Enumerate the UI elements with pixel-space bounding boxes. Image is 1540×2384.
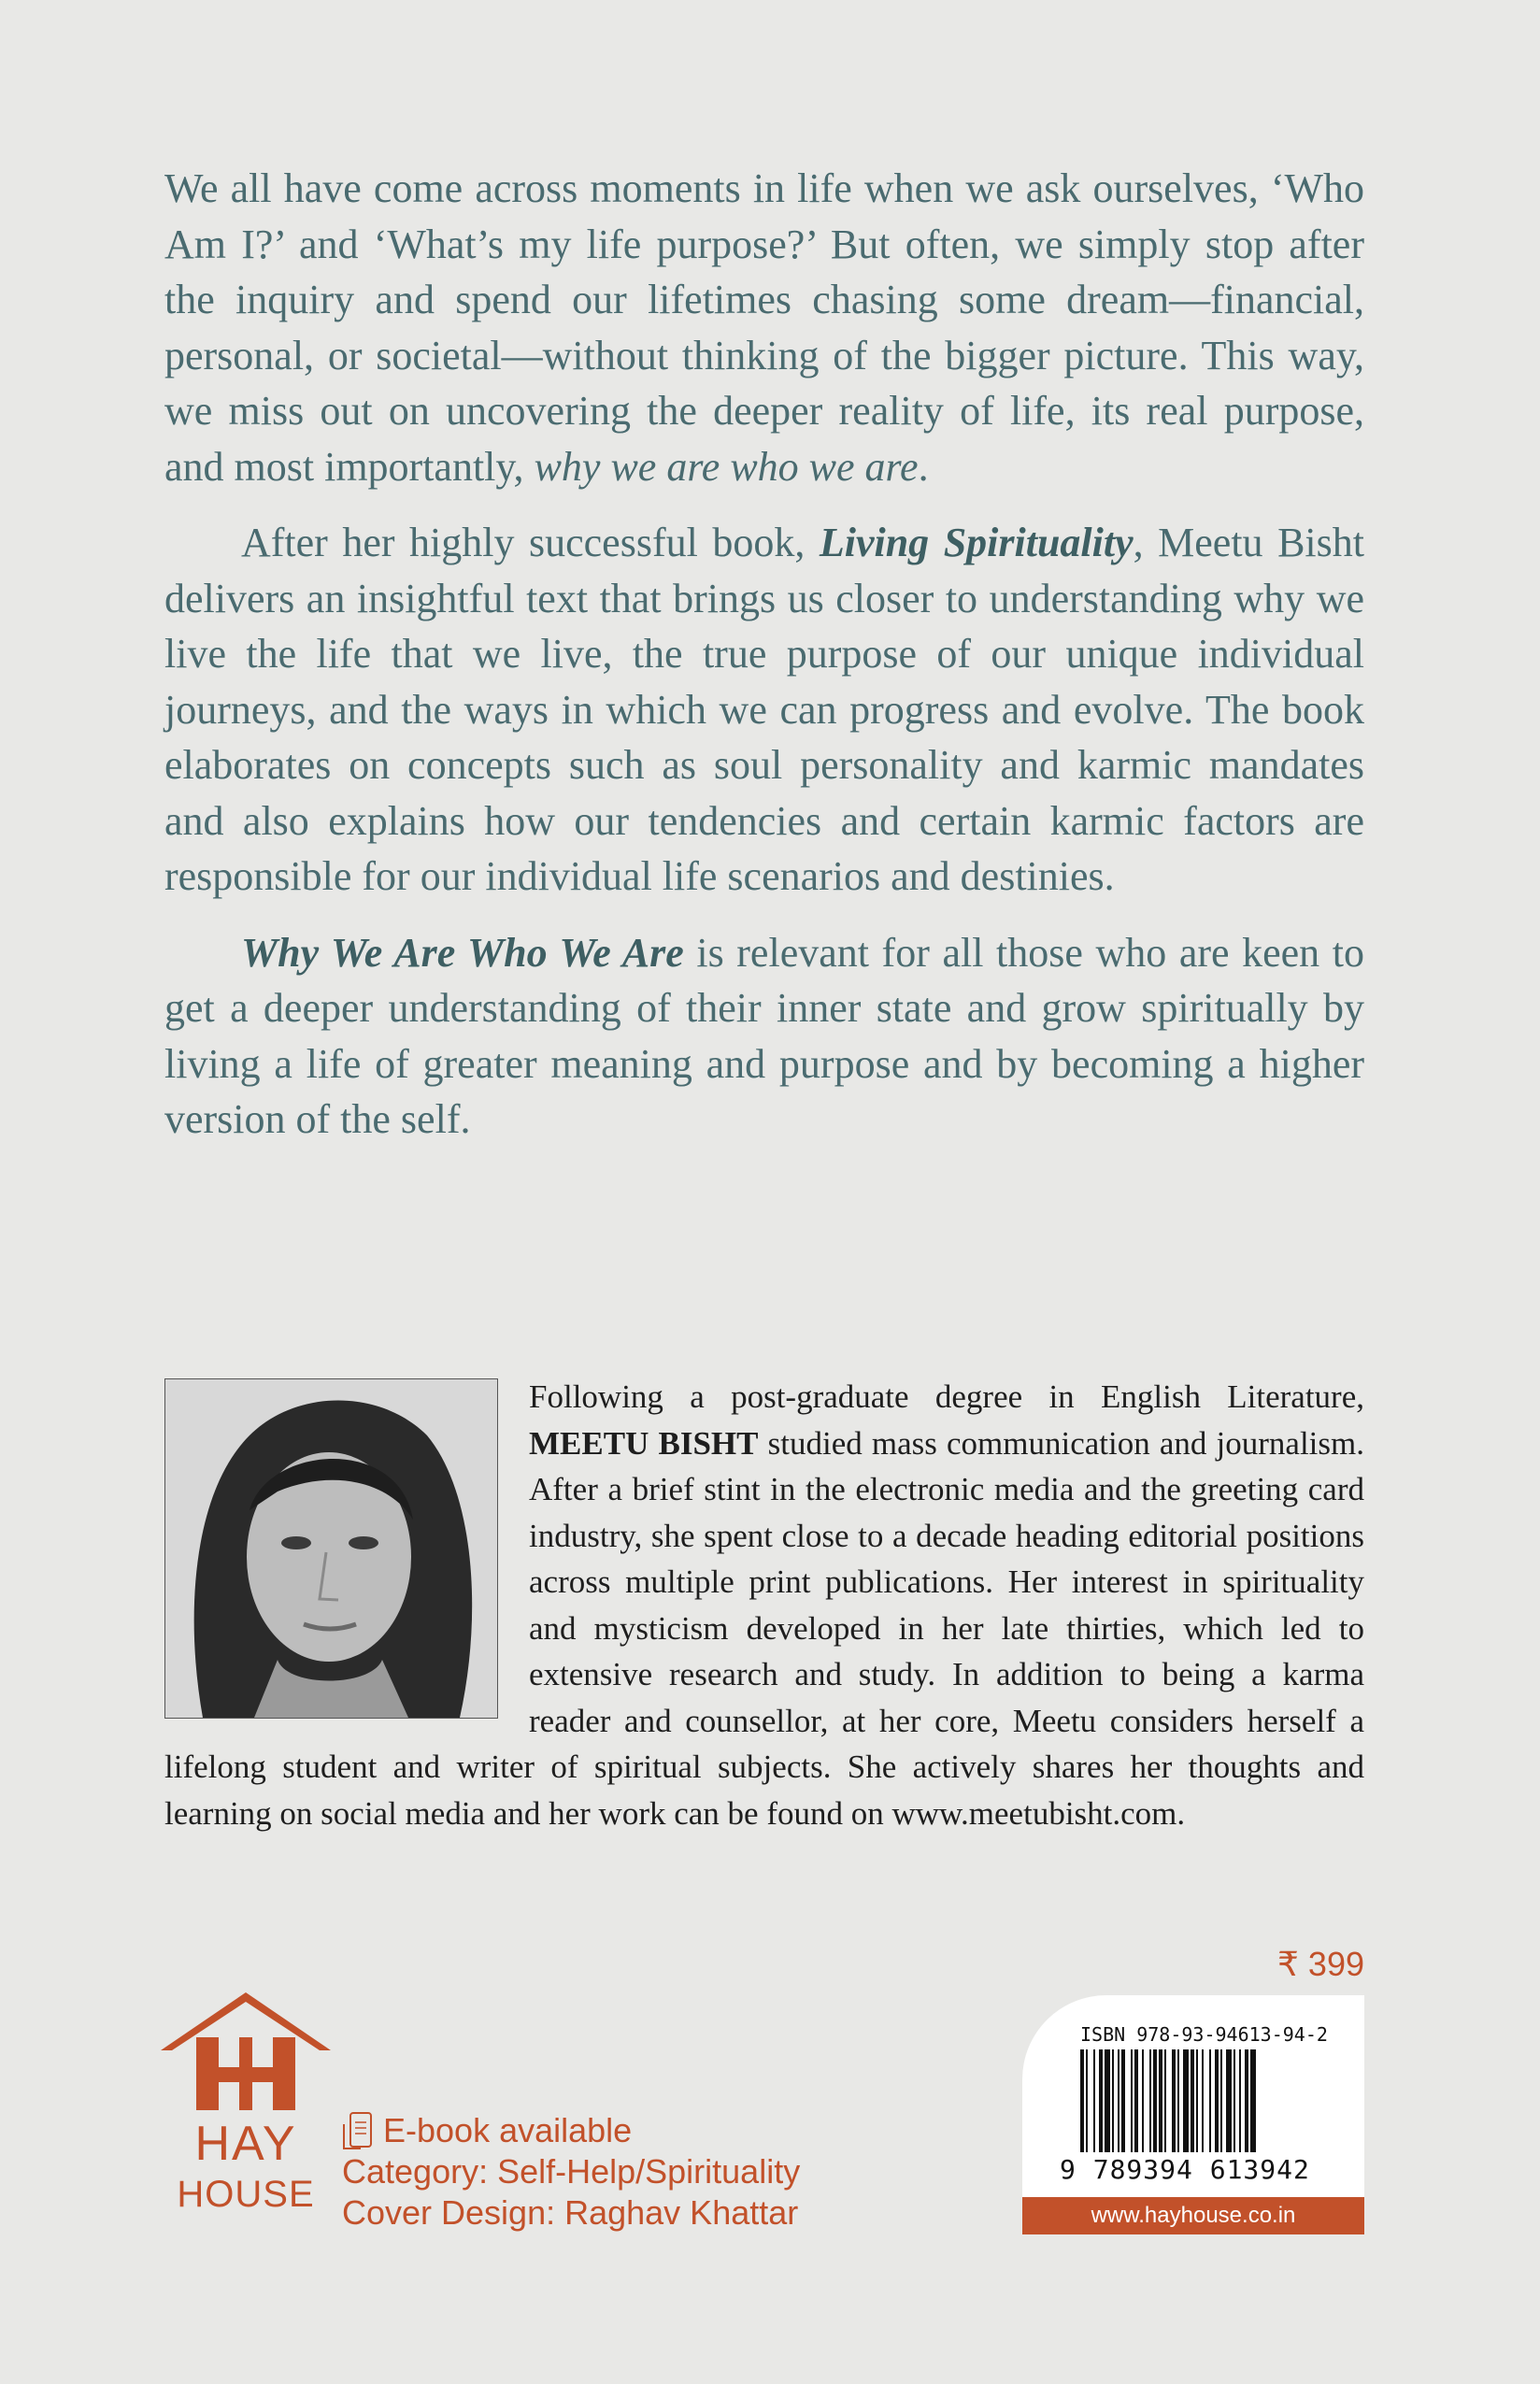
barcode-digits: 9 789394 613942 <box>1060 2154 1310 2185</box>
category-text: Category: Self-Help/Spirituality <box>342 2152 801 2191</box>
bio-rest: studied mass communication and journalism. After a brief stint in the electronic media and the greeting card industry, she spent close to a decade heading editorial positions across multiple print publications. Her interest in spirituality and mysticism developed in her late thirties, which led to extensive research and study. In addition to being a karma reader and counsellor, at her core, Meetu considers herself a lifelong student and writer of spiritual subjects. She actively shares her thoughts and learning on social media and her work can be found on www.meetubisht.com. <box>164 1424 1364 1832</box>
blurb-p3-rest: is relevant for all those who are keen to get a deeper understanding of their inner state and grow spiritually by living a life of greater meaning and purpose and by becoming a higher version of the self. <box>164 929 1364 1142</box>
publisher-website: www.hayhouse.co.in <box>1022 2197 1364 2234</box>
previous-book-title: Living Spirituality <box>819 520 1134 565</box>
ebook-available-text: E-book available <box>383 2111 633 2149</box>
bio-start: Following a post-graduate degree in English Literature, <box>529 1378 1364 1415</box>
blurb-p1-end: . <box>918 443 929 490</box>
blurb-p1-text: We all have come across moments in life when we ask ourselves, ‘Who Am I?’ and ‘What’s my life purpose?’ But often, we simply stop after the inquiry and spend our lifetimes chasing some dream—financial, personal, or societal—without thinking of the bigger picture. This way, we miss out on uncovering the deeper reality of life, its real purpose, and most importantly, <box>164 165 1364 490</box>
blurb-p1-italic: why we are who we are <box>534 443 919 490</box>
cover-design-text: Cover Design: Raghav Khattar <box>342 2193 799 2232</box>
logo-house-text: HOUSE <box>177 2174 315 2215</box>
blurb-paragraph-2 <box>164 515 1364 905</box>
book-info <box>342 2110 800 2234</box>
barcode-panel <box>1022 1995 1364 2234</box>
ebook-icon <box>342 2111 379 2150</box>
author-name: MEETU BISHT <box>529 1424 759 1462</box>
barcode-icon <box>1080 2049 1310 2152</box>
blurb-paragraph-3 <box>164 925 1364 1148</box>
ebook-row <box>342 2110 800 2151</box>
blurb-paragraph-1 <box>164 161 1364 494</box>
isbn-text: ISBN 978-93-94613-94-2 <box>1080 2023 1328 2046</box>
book-title: Why We Are Who We Are <box>241 929 684 976</box>
blurb-p2-rest: , Meetu Bisht delivers an insightful text that brings us closer to understanding why we live the life that we live, the true purpose of our unique individual journeys, and the ways in which we can progress and evolve. The book elaborates on concepts such as soul personality and karmic mandates and also explains how our tendencies and certain karmic factors are responsible for our individual life scenarios and destinies. <box>164 520 1364 899</box>
photo-spacer <box>164 1374 529 1744</box>
logo-hay-text: HAY <box>194 2117 297 2171</box>
blurb-p2-start: After her highly successful book, <box>241 520 820 565</box>
author-bio <box>164 1374 1364 1836</box>
price-label: ₹ 399 <box>1277 1945 1364 1983</box>
book-blurb <box>164 161 1364 1168</box>
